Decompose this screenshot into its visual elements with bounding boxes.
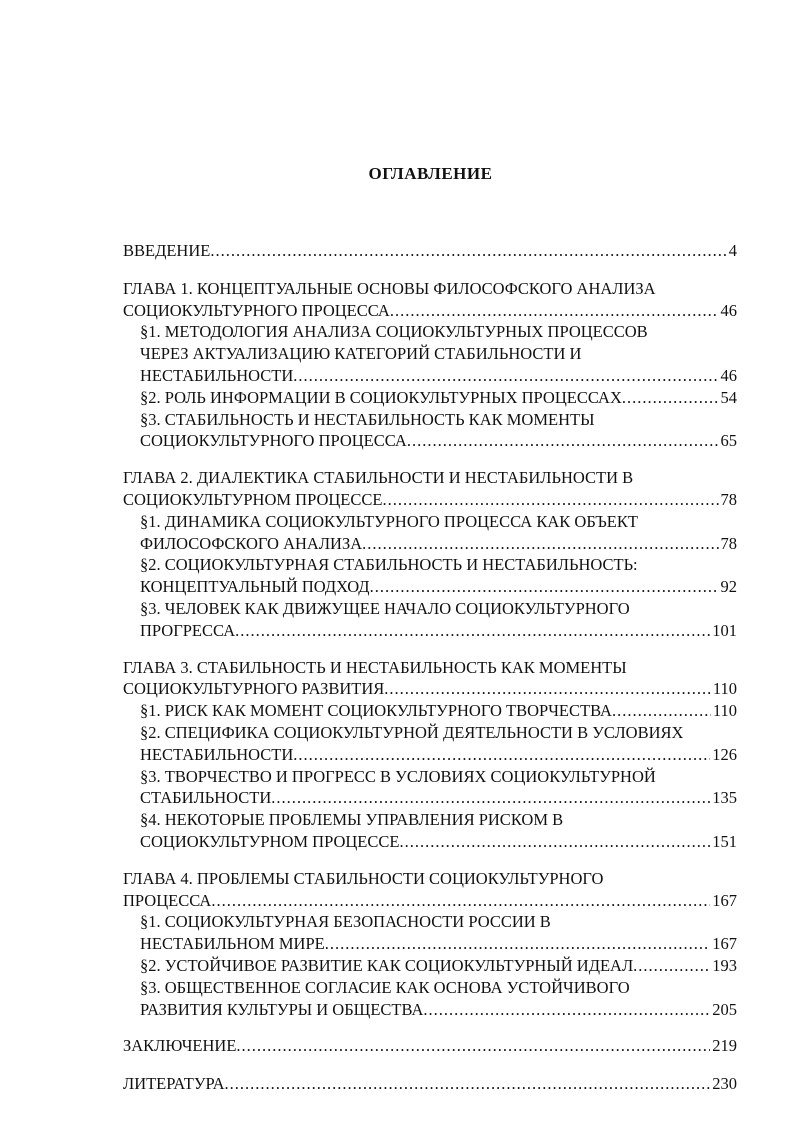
dot-leader bbox=[399, 831, 710, 853]
page-number: 65 bbox=[720, 431, 737, 451]
chapter-heading-line: ПРОЦЕССА bbox=[123, 890, 212, 910]
toc-section bbox=[123, 722, 737, 766]
dot-leader bbox=[390, 300, 719, 322]
toc-chapter-3 bbox=[123, 657, 737, 853]
dot-leader bbox=[293, 744, 710, 766]
chapter-heading-line: ГЛАВА 1. КОНЦЕПТУАЛЬНЫЕ ОСНОВЫ ФИЛОСОФСКОГО АНАЛИЗА bbox=[123, 278, 656, 298]
section-line: §2. УСТОЙЧИВОЕ РАЗВИТИЕ КАК СОЦИОКУЛЬТУРНЫЙ ИДЕАЛ bbox=[140, 955, 634, 975]
dot-leader bbox=[382, 489, 718, 511]
chapter-heading-line: СОЦИОКУЛЬТУРНОГО РАЗВИТИЯ bbox=[123, 679, 385, 699]
page-number: 135 bbox=[712, 788, 737, 808]
dot-leader bbox=[211, 890, 710, 912]
toc-chapter-4 bbox=[123, 868, 737, 1021]
page-number: 167 bbox=[712, 934, 737, 954]
toc-entry-conclusion bbox=[123, 1035, 737, 1057]
page-number: 193 bbox=[712, 955, 737, 975]
section-line: НЕСТАБИЛЬНОМ МИРЕ bbox=[140, 934, 325, 954]
toc-section bbox=[123, 809, 737, 853]
page-number: 101 bbox=[712, 620, 737, 640]
section-line: §2. СОЦИОКУЛЬТУРНАЯ СТАБИЛЬНОСТЬ И НЕСТАБИЛЬНОСТЬ: bbox=[140, 555, 638, 575]
toc-section bbox=[123, 911, 737, 955]
toc-section bbox=[123, 321, 737, 386]
section-line: §3. СТАБИЛЬНОСТЬ И НЕСТАБИЛЬНОСТЬ КАК МОМЕНТЫ bbox=[140, 409, 595, 429]
page-number: 92 bbox=[720, 577, 737, 597]
chapter-heading-line: ГЛАВА 3. СТАБИЛЬНОСТЬ И НЕСТАБИЛЬНОСТЬ КАК МОМЕНТЫ bbox=[123, 657, 627, 677]
section-line: СТАБИЛЬНОСТИ bbox=[140, 788, 272, 808]
dot-leader bbox=[362, 533, 718, 555]
section-line: РАЗВИТИЯ КУЛЬТУРЫ И ОБЩЕСТВА bbox=[140, 999, 424, 1019]
dot-leader bbox=[612, 700, 711, 722]
dot-leader bbox=[271, 787, 710, 809]
dot-leader bbox=[293, 365, 718, 387]
page-number: 54 bbox=[720, 387, 737, 407]
toc-entry-text: ЛИТЕРАТУРА bbox=[123, 1074, 225, 1094]
page-number: 46 bbox=[720, 300, 737, 320]
toc-title: ОГЛАВЛЕНИЕ bbox=[368, 164, 493, 183]
toc-entry-text: ЗАКЛЮЧЕНИЕ bbox=[123, 1036, 237, 1056]
toc-section bbox=[123, 977, 737, 1021]
chapter-heading-line: ГЛАВА 2. ДИАЛЕКТИКА СТАБИЛЬНОСТИ И НЕСТАБИЛЬНОСТИ В bbox=[123, 468, 634, 488]
section-line: §1. ДИНАМИКА СОЦИОКУЛЬТУРНОГО ПРОЦЕССА КАК ОБЪЕКТ bbox=[140, 511, 638, 531]
page-number: 230 bbox=[712, 1074, 737, 1094]
dot-leader bbox=[325, 933, 711, 955]
page-number: 4 bbox=[728, 241, 737, 260]
section-line: §1. РИСК КАК МОМЕНТ СОЦИОКУЛЬТУРНОГО ТВОРЧЕСТВА bbox=[140, 701, 612, 721]
page-number: 126 bbox=[712, 744, 737, 764]
toc-section bbox=[123, 387, 737, 409]
dot-leader bbox=[370, 576, 719, 598]
section-line: §3. ОБЩЕСТВЕННОЕ СОГЛАСИЕ КАК ОСНОВА УСТОЙЧИВОГО bbox=[140, 977, 630, 997]
section-line: §1. СОЦИОКУЛЬТУРНАЯ БЕЗОПАСНОСТИ РОССИИ В bbox=[140, 912, 551, 932]
page-number: 78 bbox=[720, 533, 737, 553]
section-line: §3. ЧЕЛОВЕК КАК ДВИЖУЩЕЕ НАЧАЛО СОЦИОКУЛЬТУРНОГО bbox=[140, 598, 630, 618]
dot-leader bbox=[384, 678, 711, 700]
section-line: ФИЛОСОФСКОГО АНАЛИЗА bbox=[140, 533, 363, 553]
dot-leader bbox=[236, 1035, 710, 1057]
chapter-heading-line: СОЦИОКУЛЬТУРНОМ ПРОЦЕССЕ bbox=[123, 489, 383, 509]
chapter-heading-line: СОЦИОКУЛЬТУРНОГО ПРОЦЕССА bbox=[123, 300, 390, 320]
page-number: 167 bbox=[712, 890, 737, 910]
toc-entry-intro bbox=[123, 240, 737, 262]
dot-leader bbox=[622, 387, 719, 409]
dot-leader bbox=[407, 430, 719, 452]
toc-section bbox=[123, 766, 737, 810]
toc-entry-literature bbox=[123, 1073, 737, 1095]
toc-section bbox=[123, 598, 737, 642]
page-number: 110 bbox=[712, 679, 737, 699]
section-line: §3. ТВОРЧЕСТВО И ПРОГРЕСС В УСЛОВИЯХ СОЦИОКУЛЬТУРНОЙ bbox=[140, 766, 656, 786]
page-number: 46 bbox=[720, 365, 737, 385]
page-number: 205 bbox=[712, 999, 737, 1019]
toc-chapter-2 bbox=[123, 467, 737, 641]
dot-leader bbox=[633, 955, 710, 977]
section-line: §4. НЕКОТОРЫЕ ПРОБЛЕМЫ УПРАВЛЕНИЯ РИСКОМ В bbox=[140, 810, 564, 830]
page-number: 219 bbox=[712, 1036, 737, 1056]
table-of-contents bbox=[123, 240, 737, 1111]
section-line: СОЦИОКУЛЬТУРНОМ ПРОЦЕССЕ bbox=[140, 831, 400, 851]
section-line: ПРОГРЕССА bbox=[140, 620, 236, 640]
toc-section bbox=[123, 511, 737, 555]
toc-chapter-1 bbox=[123, 278, 737, 452]
toc-section bbox=[123, 700, 737, 722]
section-line: §1. МЕТОДОЛОГИЯ АНАЛИЗА СОЦИОКУЛЬТУРНЫХ ПРОЦЕССОВ bbox=[140, 322, 648, 342]
section-line: §2. СПЕЦИФИКА СОЦИОКУЛЬТУРНОЙ ДЕЯТЕЛЬНОСТИ В УСЛОВИЯХ bbox=[140, 722, 684, 742]
toc-section bbox=[123, 409, 737, 453]
chapter-heading-line: ГЛАВА 4. ПРОБЛЕМЫ СТАБИЛЬНОСТИ СОЦИОКУЛЬТУРНОГО bbox=[123, 868, 604, 888]
page-number: 110 bbox=[712, 701, 737, 721]
toc-section bbox=[123, 955, 737, 977]
dot-leader bbox=[225, 1073, 711, 1095]
page-number: 78 bbox=[720, 489, 737, 509]
section-line: ЧЕРЕЗ АКТУАЛИЗАЦИЮ КАТЕГОРИЙ СТАБИЛЬНОСТИ И bbox=[140, 344, 582, 364]
toc-entry-text: ВВЕДЕНИЕ bbox=[123, 241, 211, 260]
dot-leader bbox=[235, 620, 710, 642]
section-line: КОНЦЕПТУАЛЬНЫЙ ПОДХОД bbox=[140, 577, 370, 597]
section-line: НЕСТАБИЛЬНОСТИ bbox=[140, 744, 294, 764]
section-line: §2. РОЛЬ ИНФОРМАЦИИ В СОЦИОКУЛЬТУРНЫХ ПРОЦЕССАХ bbox=[140, 387, 622, 407]
dot-leader bbox=[423, 999, 710, 1021]
toc-section bbox=[123, 554, 737, 598]
page-number: 151 bbox=[712, 831, 737, 851]
section-line: СОЦИОКУЛЬТУРНОГО ПРОЦЕССА bbox=[140, 431, 407, 451]
section-line: НЕСТАБИЛЬНОСТИ bbox=[140, 365, 294, 385]
dot-leader bbox=[210, 240, 726, 262]
